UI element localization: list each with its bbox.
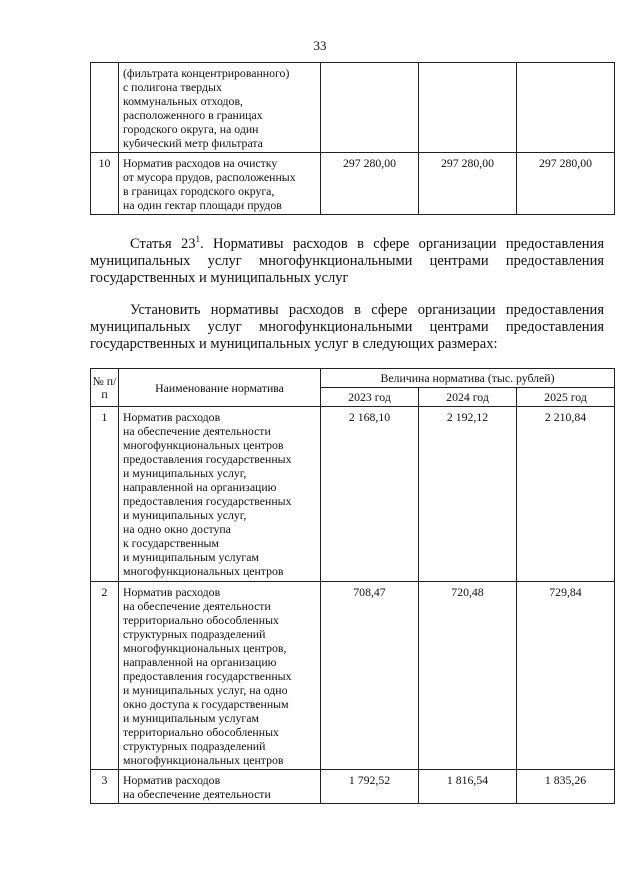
norm-name-line: направленной на организацию	[123, 655, 277, 669]
norm-name	[119, 770, 321, 804]
article-title	[90, 236, 604, 287]
value-2023: 708,47	[321, 582, 419, 770]
column-header-year: 2024 год	[419, 388, 517, 407]
norm-name-line: территориально обособленных	[123, 613, 279, 627]
norm-name-line: предоставления государственных	[123, 452, 292, 466]
value-2023	[321, 63, 419, 153]
norm-name-line: на обеспечение деятельности	[123, 787, 271, 801]
norm-name-line: многофункциональных центров	[123, 753, 284, 767]
norm-name-line: на один гектар площади прудов	[123, 198, 282, 212]
norm-name	[119, 63, 321, 153]
norm-name-line: от мусора прудов, расположенных	[123, 170, 296, 184]
norm-name-line: и муниципальных услуг,	[123, 466, 247, 480]
norm-name-line: и муниципальным услугам	[123, 550, 259, 564]
article-title-line	[90, 236, 604, 253]
article-title-text: . Нормативы расходов в сфере организации предоставления	[200, 236, 604, 252]
article-body-line: Установить нормативы расходов в сфере организации предоставления	[130, 302, 604, 318]
norm-name-line: расположенного в границах	[123, 108, 263, 122]
value-2025: 729,84	[517, 582, 615, 770]
article-body-line: государственных и муниципальных услуг в следующих размерах:	[90, 336, 498, 352]
article-title-prefix: Статья 23	[130, 236, 196, 252]
norm-name-line: к государственным	[123, 536, 219, 550]
norm-name-line: на обеспечение деятельности	[123, 424, 271, 438]
column-header-number: № п/п	[91, 369, 119, 407]
row-number	[91, 63, 119, 153]
row-number: 2	[91, 582, 119, 770]
norms-table-continuation	[90, 62, 615, 215]
column-header-name: Наименование норматива	[119, 369, 321, 407]
column-header-group: Величина норматива (тыс. рублей)	[321, 369, 615, 388]
norm-name-line: Норматив расходов	[123, 410, 221, 424]
article-title-line: государственных и муниципальных услуг	[90, 270, 349, 286]
value-2023: 1 792,52	[321, 770, 419, 804]
value-2025	[517, 63, 615, 153]
value-2025: 2 210,84	[517, 407, 615, 582]
norm-name-line: Норматив расходов	[123, 585, 221, 599]
norm-name-line: кубический метр фильтрата	[123, 136, 263, 150]
table-row	[91, 770, 615, 804]
table-row	[91, 153, 615, 215]
value-2023: 297 280,00	[321, 153, 419, 215]
norm-name	[119, 582, 321, 770]
norm-name-line: в границах городского округа,	[123, 184, 275, 198]
value-2024: 720,48	[419, 582, 517, 770]
table-row	[91, 582, 615, 770]
row-number: 3	[91, 770, 119, 804]
norm-name-line: и муниципальных услуг,	[123, 508, 247, 522]
page-number: 33	[313, 38, 327, 53]
norm-name-line: коммунальных отходов,	[123, 94, 243, 108]
norm-name-line: Норматив расходов на очистку	[123, 156, 278, 170]
value-2025: 1 835,26	[517, 770, 615, 804]
norm-name-line: окно доступа к государственным	[123, 697, 289, 711]
norm-name-line: (фильтрата концентрированного)	[123, 66, 290, 80]
value-2025: 297 280,00	[517, 153, 615, 215]
norm-name-line: многофункциональных центров,	[123, 641, 287, 655]
value-2024: 297 280,00	[419, 153, 517, 215]
norm-name-line: Норматив расходов	[123, 773, 221, 787]
table-header-row	[91, 369, 615, 388]
table-row	[91, 407, 615, 582]
row-number: 1	[91, 407, 119, 582]
norm-name	[119, 153, 321, 215]
norm-name-line: с полигона твердых	[123, 80, 222, 94]
norm-name	[119, 407, 321, 582]
value-2023: 2 168,10	[321, 407, 419, 582]
norm-name-line: на обеспечение деятельности	[123, 599, 271, 613]
norm-name-line: городского округа, на один	[123, 122, 259, 136]
norm-name-line: предоставления государственных	[123, 494, 292, 508]
table-row	[91, 63, 615, 153]
norm-name-line: структурных подразделений	[123, 739, 266, 753]
norm-name-line: предоставления государственных	[123, 669, 292, 683]
value-2024: 2 192,12	[419, 407, 517, 582]
norms-table	[90, 368, 615, 804]
article-body-line: муниципальных услуг многофункциональными центрами предоставления	[90, 319, 604, 335]
value-2024	[419, 63, 517, 153]
norm-name-line: территориально обособленных	[123, 725, 279, 739]
norm-name-line: на одно окно доступа	[123, 522, 231, 536]
row-number: 10	[91, 153, 119, 215]
norm-name-line: и муниципальных услуг, на одно	[123, 683, 288, 697]
column-header-year: 2023 год	[321, 388, 419, 407]
norm-name-line: направленной на организацию	[123, 480, 277, 494]
norm-name-line: структурных подразделений	[123, 627, 266, 641]
norm-name-line: многофункциональных центров	[123, 438, 284, 452]
norm-name-line: и муниципальным услугам	[123, 711, 259, 725]
article-title-superscript: 1	[195, 234, 200, 245]
column-header-year: 2025 год	[517, 388, 615, 407]
article-body	[90, 302, 604, 353]
article-title-line: муниципальных услуг многофункциональными центрами предоставления	[90, 253, 604, 269]
norm-name-line: многофункциональных центров	[123, 564, 284, 578]
value-2024: 1 816,54	[419, 770, 517, 804]
